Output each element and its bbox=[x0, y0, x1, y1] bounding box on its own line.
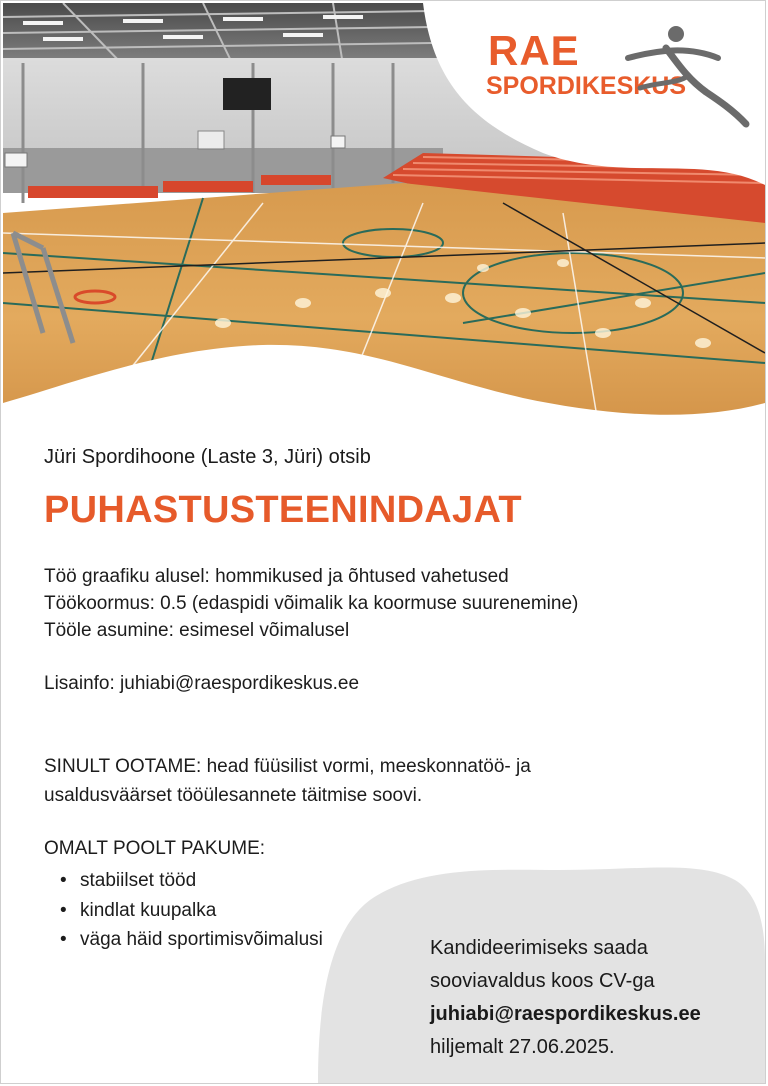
application-box bbox=[430, 932, 701, 1064]
detail-schedule: Töö graafiku alusel: hommikused ja õhtused vahetused bbox=[44, 566, 509, 587]
intro-text: Jüri Spordihoone (Laste 3, Jüri) otsib bbox=[44, 446, 371, 468]
job-title: PUHASTUSTEENINDAJAT bbox=[44, 489, 522, 531]
offer-heading: OMALT POOLT PAKUME: bbox=[44, 838, 266, 859]
requirements-text: SINULT OOTAME: head füüsilist vormi, meeskonnatöö- ja usaldusväärset tööülesannete täitmise soovi. bbox=[44, 756, 531, 806]
offer-item: • kindlat kuupalka bbox=[60, 896, 323, 926]
apply-line-2: sooviavaldus koos CV-ga bbox=[430, 970, 655, 992]
offer-item: • stabiilset tööd bbox=[60, 866, 323, 896]
logo-text-spordikeskus: SPORDIKESKUS bbox=[486, 72, 687, 100]
apply-line-1: Kandideerimiseks saada bbox=[430, 937, 648, 959]
detail-start: Tööle asumine: esimesel võimalusel bbox=[44, 620, 350, 641]
contact-info: Lisainfo: juhiabi@raespordikeskus.ee bbox=[44, 673, 360, 694]
logo-text-rae: RAE bbox=[488, 27, 580, 74]
apply-deadline: hiljemalt 27.06.2025. bbox=[430, 1036, 615, 1058]
detail-workload: Töökoormus: 0.5 (edaspidi võimalik ka koormuse suurenemine) bbox=[44, 593, 579, 614]
offer-item: • väga häid sportimisvõimalusi bbox=[60, 925, 323, 955]
apply-email: juhiabi@raespordikeskus.ee bbox=[430, 1003, 701, 1025]
